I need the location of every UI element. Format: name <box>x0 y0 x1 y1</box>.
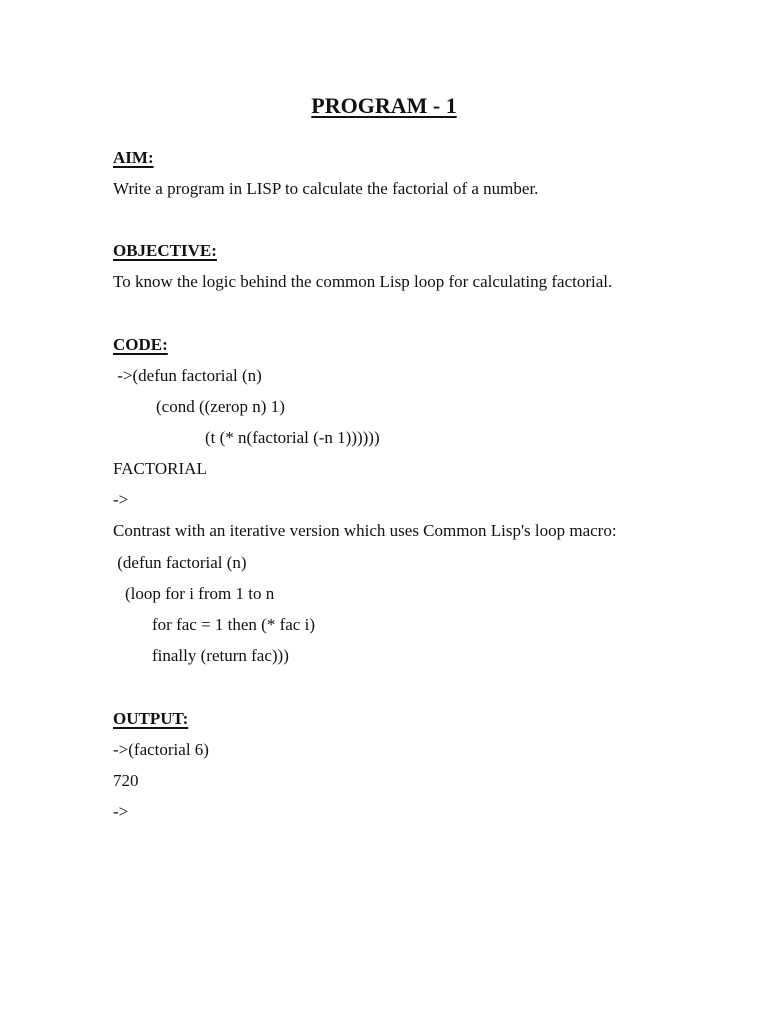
aim-heading: AIM: <box>113 148 154 167</box>
objective-heading: OBJECTIVE: <box>113 241 217 260</box>
code-line: ->(defun factorial (n) <box>113 366 262 385</box>
code-heading: CODE: <box>113 335 168 354</box>
objective-text: To know the logic behind the common Lisp loop for calculating factorial. <box>113 272 613 291</box>
code-line: -> <box>113 490 129 509</box>
code-line: for fac = 1 then (* fac i) <box>152 615 315 634</box>
output-line: ->(factorial 6) <box>113 740 209 759</box>
code-line: (t (* n(factorial (-n 1)))))) <box>205 428 380 447</box>
code-line: FACTORIAL <box>113 459 207 478</box>
code-line: Contrast with an iterative version which uses Common Lisp's loop macro: <box>113 521 617 540</box>
output-heading: OUTPUT: <box>113 709 189 728</box>
output-line: 720 <box>113 771 139 790</box>
aim-text: Write a program in LISP to calculate the factorial of a number. <box>113 179 539 198</box>
code-line: finally (return fac))) <box>152 646 289 665</box>
code-line: (loop for i from 1 to n <box>125 584 275 603</box>
code-line: (cond ((zerop n) 1) <box>156 397 285 416</box>
output-line: -> <box>113 802 129 821</box>
code-line: (defun factorial (n) <box>113 553 247 572</box>
page-title: PROGRAM - 1 <box>311 93 457 118</box>
